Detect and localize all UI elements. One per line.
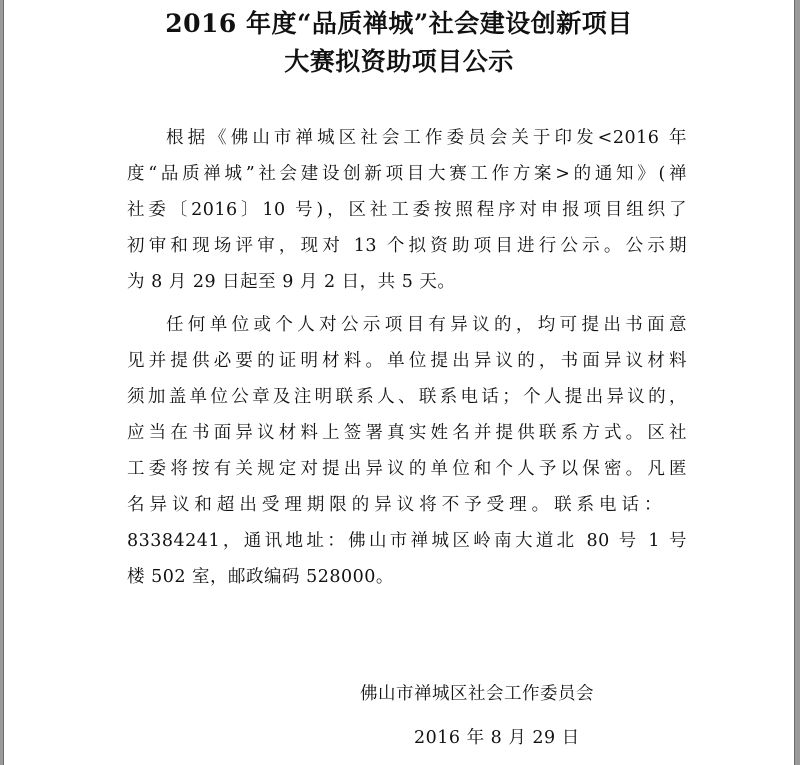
paragraph-2-line: 任何单位或个人对公示项目有异议的，均可提出书面意 xyxy=(166,315,687,335)
document-title-line-2: 大赛拟资助项目公示 xyxy=(284,47,514,76)
paragraph-2-line: 须加盖单位公章及注明联系人、联系电话；个人提出异议的， xyxy=(127,387,687,407)
document-title-line-1: 2016 年度“品质禅城”社会建设创新项目 xyxy=(165,9,633,38)
paragraph-1-line: 为 8 月 29 日起至 9 月 2 日，共 5 天。 xyxy=(127,272,456,292)
paragraph-2-line: 楼 502 室，邮政编码 528000。 xyxy=(127,567,394,587)
document-page xyxy=(4,0,794,765)
paragraph-1-line: 根据《佛山市禅城区社会工作委员会关于印发<2016 年 xyxy=(166,128,687,148)
paragraph-1-line: 社委〔2016〕10 号)，区社工委按照程序对申报项目组织了 xyxy=(127,200,687,220)
signature-date: 2016 年 8 月 29 日 xyxy=(414,728,580,748)
paragraph-2-line: 83384241，通讯地址：佛山市禅城区岭南大道北 80 号 1 号 xyxy=(127,531,687,551)
paragraph-1-line: 初审和现场评审，现对 13 个拟资助项目进行公示。公示期 xyxy=(127,236,687,256)
paragraph-1-line: 度“品质禅城”社会建设创新项目大赛工作方案>的通知》(禅 xyxy=(127,164,687,184)
signature-organization: 佛山市禅城区社会工作委员会 xyxy=(360,684,594,704)
paragraph-2-line: 名异议和超出受理期限的异议将不予受理。联系电话： xyxy=(127,495,662,515)
paragraph-2-line: 见并提供必要的证明材料。单位提出异议的，书面异议材料 xyxy=(127,351,687,371)
paragraph-2-line: 工委将按有关规定对提出异议的单位和个人予以保密。凡匿 xyxy=(127,459,687,479)
paragraph-2-line: 应当在书面异议材料上签署真实姓名并提供联系方式。区社 xyxy=(127,423,687,443)
